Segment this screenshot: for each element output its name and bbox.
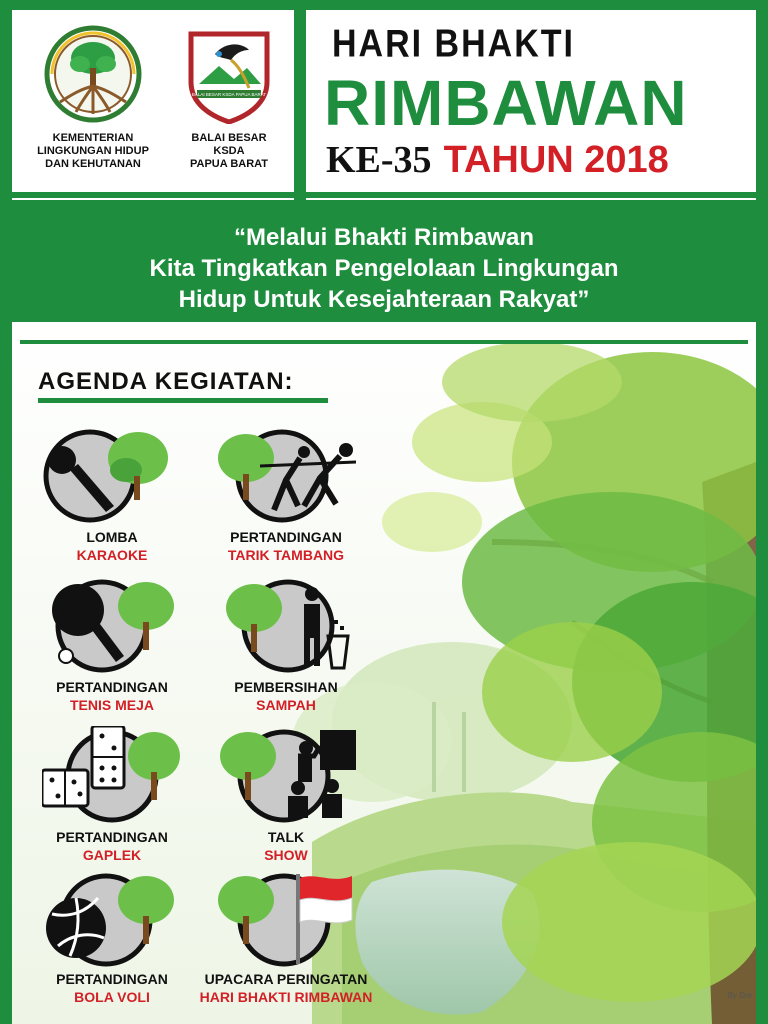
logo-divider <box>294 10 306 200</box>
agenda-label-line1: PERTANDINGAN <box>56 679 168 695</box>
agenda-panel <box>12 322 756 1024</box>
title-edition-year <box>326 138 669 182</box>
bbksda-emblem-text: BALAI BESAR KSDA PAPUA BARAT <box>191 92 267 97</box>
title-area <box>318 10 756 192</box>
agenda-label-line2: GAPLEK <box>82 847 142 863</box>
slogan-line: “Melalui Bhakti Rimbawan <box>233 224 535 251</box>
agenda-label-line1: TALK <box>267 829 305 845</box>
agenda-item-gaplek <box>22 726 202 876</box>
slogan-line: Hidup Untuk Kesejahteraan Rakyat” <box>178 286 590 313</box>
year-label: TAHUN 2018 <box>443 139 669 181</box>
table-tennis-icon <box>42 576 182 676</box>
agenda-label-line2: BOLA VOLI <box>74 989 150 1005</box>
presentation-icon <box>216 726 356 826</box>
agenda-item-pembersihan-sampah <box>196 576 376 726</box>
agenda-item-bola-voli <box>22 868 202 1018</box>
agenda-label-line2: SAMPAH <box>256 697 316 713</box>
bbksda-caption-line: KSDA <box>213 145 245 157</box>
agenda-label-line2: SHOW <box>264 847 308 863</box>
agenda-item-karaoke <box>22 426 202 576</box>
trash-can-icon <box>216 576 356 676</box>
klhk-caption-line: LINGKUNGAN HIDUP <box>37 145 149 157</box>
edition-label: KE-35 <box>326 139 432 181</box>
agenda-label <box>196 828 376 864</box>
bbksda-shield-emblem-icon <box>179 24 279 124</box>
title-rimbawan: RIMBAWAN <box>324 67 688 139</box>
agenda-label-line1: PERTANDINGAN <box>56 971 168 987</box>
agenda-label-line1: PERTANDINGAN <box>56 829 168 845</box>
bbksda-logo <box>164 24 294 171</box>
agenda-underline <box>38 398 328 403</box>
agenda-label-line2: TENIS MEJA <box>69 697 154 713</box>
agenda-label-line2: TARIK TAMBANG <box>227 547 345 563</box>
klhk-caption-line: DAN KEHUTANAN <box>45 158 141 170</box>
agenda-label-line1: UPACARA PERINGATAN <box>204 971 368 987</box>
agenda-label-line1: LOMBA <box>86 529 138 545</box>
agenda-label-line1: PERTANDINGAN <box>230 529 342 545</box>
agenda-label <box>22 528 202 564</box>
panel-top-line <box>20 340 748 344</box>
header-bottom-line <box>12 192 756 198</box>
agenda-label <box>176 970 396 1006</box>
agenda-item-talk-show <box>196 726 376 876</box>
header <box>12 10 756 200</box>
tug-of-war-icon <box>216 426 356 526</box>
agenda-label <box>196 678 376 714</box>
agenda-item-tarik-tambang <box>196 426 376 576</box>
agenda-title: AGENDA KEGIATAN: <box>38 368 294 395</box>
agenda-item-tenis-meja <box>22 576 202 726</box>
volleyball-icon <box>42 868 182 968</box>
klhk-caption <box>28 132 158 171</box>
slogan-line: Kita Tingkatkan Pengelolaan Lingkungan <box>149 255 619 282</box>
agenda-label <box>196 528 376 564</box>
microphone-icon <box>42 426 182 526</box>
klhk-tree-emblem-icon <box>38 24 148 124</box>
domino-icon <box>42 726 182 826</box>
agenda-item-upacara <box>176 868 396 1018</box>
klhk-caption-line: KEMENTERIAN <box>52 132 134 144</box>
agenda-label <box>22 678 202 714</box>
bbksda-caption-line: BALAI BESAR <box>191 132 267 144</box>
agenda-label <box>22 970 202 1006</box>
bbksda-caption-line: PAPUA BARAT <box>189 158 268 170</box>
artist-credit: By Dre <box>727 991 752 1000</box>
agenda-label <box>22 828 202 864</box>
agenda-label-line1: PEMBERSIHAN <box>234 679 338 695</box>
title-hari-bhakti: HARI BHAKTI <box>332 22 575 66</box>
indonesian-flag-icon <box>216 868 356 968</box>
agenda-label-line2: HARI BHAKTI RIMBAWAN <box>199 989 373 1005</box>
klhk-logo <box>28 24 158 171</box>
bbksda-caption <box>164 132 294 171</box>
agenda-label-line2: KARAOKE <box>76 547 148 563</box>
slogan <box>0 222 768 315</box>
